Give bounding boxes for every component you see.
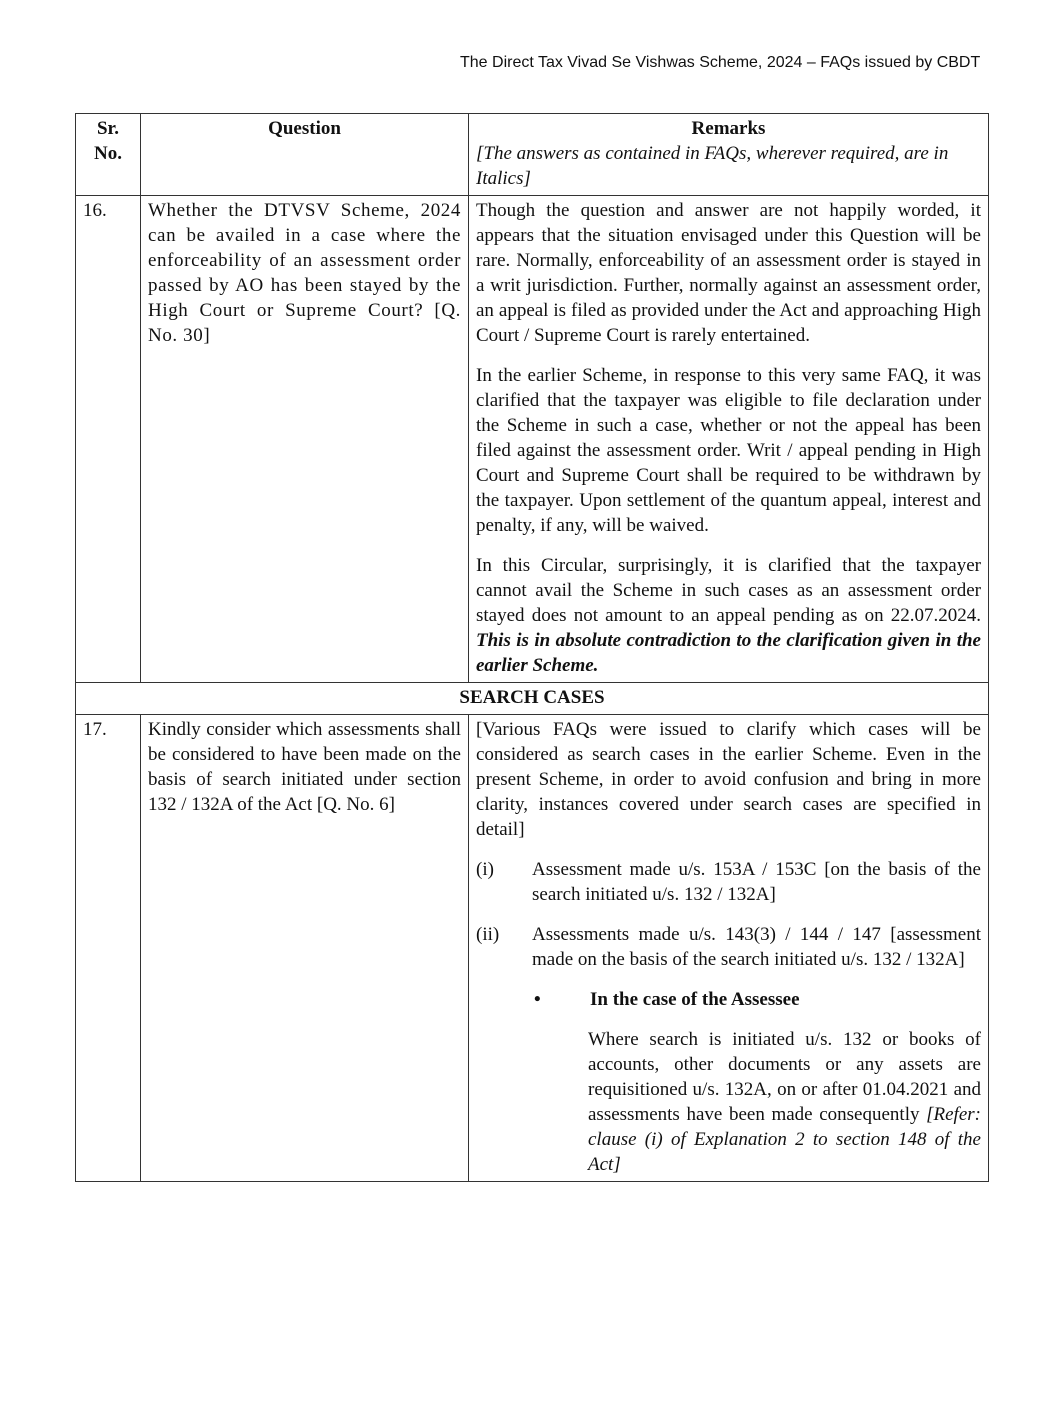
row-sr-no: 16. — [76, 196, 141, 683]
row-remarks — [469, 196, 989, 683]
bullet-reference: [Refer: clause (i) of Explanation 2 to section 148 of the Act] — [588, 1104, 981, 1175]
table-row — [76, 715, 989, 1182]
faq-table — [75, 113, 989, 1182]
list-number: (i) — [476, 859, 494, 880]
remarks-text: In this Circular, surprisingly, it is clarified that the taxpayer cannot avail the Scheme in such cases as an assessment order stayed does not amount to an appeal pending as on 22.07.2024. — [476, 555, 981, 626]
section-heading-row — [76, 683, 989, 715]
row-question: Kindly consider which assessments shall be considered to have been made on the basis of search initiated under section 132 / 132A of the Act [Q. No. 6] — [141, 715, 469, 1182]
bullet-icon: • — [534, 989, 541, 1010]
row-question: Whether the DTVSV Scheme, 2024 can be availed in a case where the enforceability of an assessment order passed by AO has been stayed by the High Court or Supreme Court? [Q. No. 30] — [141, 196, 469, 683]
list-item — [476, 857, 981, 907]
table-row — [76, 196, 989, 683]
list-item — [476, 922, 981, 972]
remarks-paragraph — [476, 553, 981, 678]
table-header-row — [76, 114, 989, 196]
remarks-paragraph: In the earlier Scheme, in response to this very same FAQ, it was clarified that the taxpayer was eligible to file declaration under the Scheme in such a case, whether or not the appeal has been filed against the assessment order. Writ / appeal pending in High Court and Supreme Court shall be required to be withdrawn by the taxpayer. Upon settlement of the quantum appeal, interest and penalty, if any, will be waived. — [476, 365, 981, 536]
bullet-text: Where search is initiated u/s. 132 or books of accounts, other documents or any assets are requisitioned u/s. 132A, on or after 01.04.2021 and assessments have been made consequently — [588, 1029, 981, 1125]
bullet-body — [588, 1027, 981, 1177]
section-heading: SEARCH CASES — [76, 683, 989, 715]
page-header: The Direct Tax Vivad Se Vishwas Scheme, 2024 – FAQs issued by CBDT — [460, 54, 981, 71]
list-text: Assessment made u/s. 153A / 153C [on the basis of the search initiated u/s. 132 / 132A] — [532, 859, 981, 905]
row-sr-no: 17. — [76, 715, 141, 1182]
remarks-emphasis: This is in absolute contradiction to the clarification given in the earlier Scheme. — [476, 630, 981, 676]
column-header-question: Question — [141, 114, 469, 196]
column-header-remarks — [469, 114, 989, 196]
list-number: (ii) — [476, 924, 500, 945]
column-header-sr-no: Sr. No. — [76, 114, 141, 196]
remarks-paragraph: Though the question and answer are not happily worded, it appears that the situation envisaged under this Question will be rare. Normally, enforceability of an assessment order is stayed in a writ jurisdiction. Further, normally against an assessment order, an appeal is filed as provided under the Act and approaching High Court / Supreme Court is rarely entertained. — [476, 200, 981, 346]
list-text: Assessments made u/s. 143(3) / 144 / 147 [assessment made on the basis of the search initiated u/s. 132 / 132A] — [532, 924, 981, 970]
bullet-heading: In the case of the Assessee — [590, 989, 800, 1010]
bullet-item — [532, 987, 981, 1012]
remarks-header-note: [The answers as contained in FAQs, wherever required, are in Italics] — [476, 143, 949, 189]
row-remarks — [469, 715, 989, 1182]
remarks-header-label: Remarks — [691, 118, 766, 139]
remarks-intro: [Various FAQs were issued to clarify which cases will be considered as search cases in the earlier Scheme. Even in the present Scheme, in order to avoid confusion and bring in more clarity, instances covered under search cases are specified in detail] — [476, 719, 981, 840]
